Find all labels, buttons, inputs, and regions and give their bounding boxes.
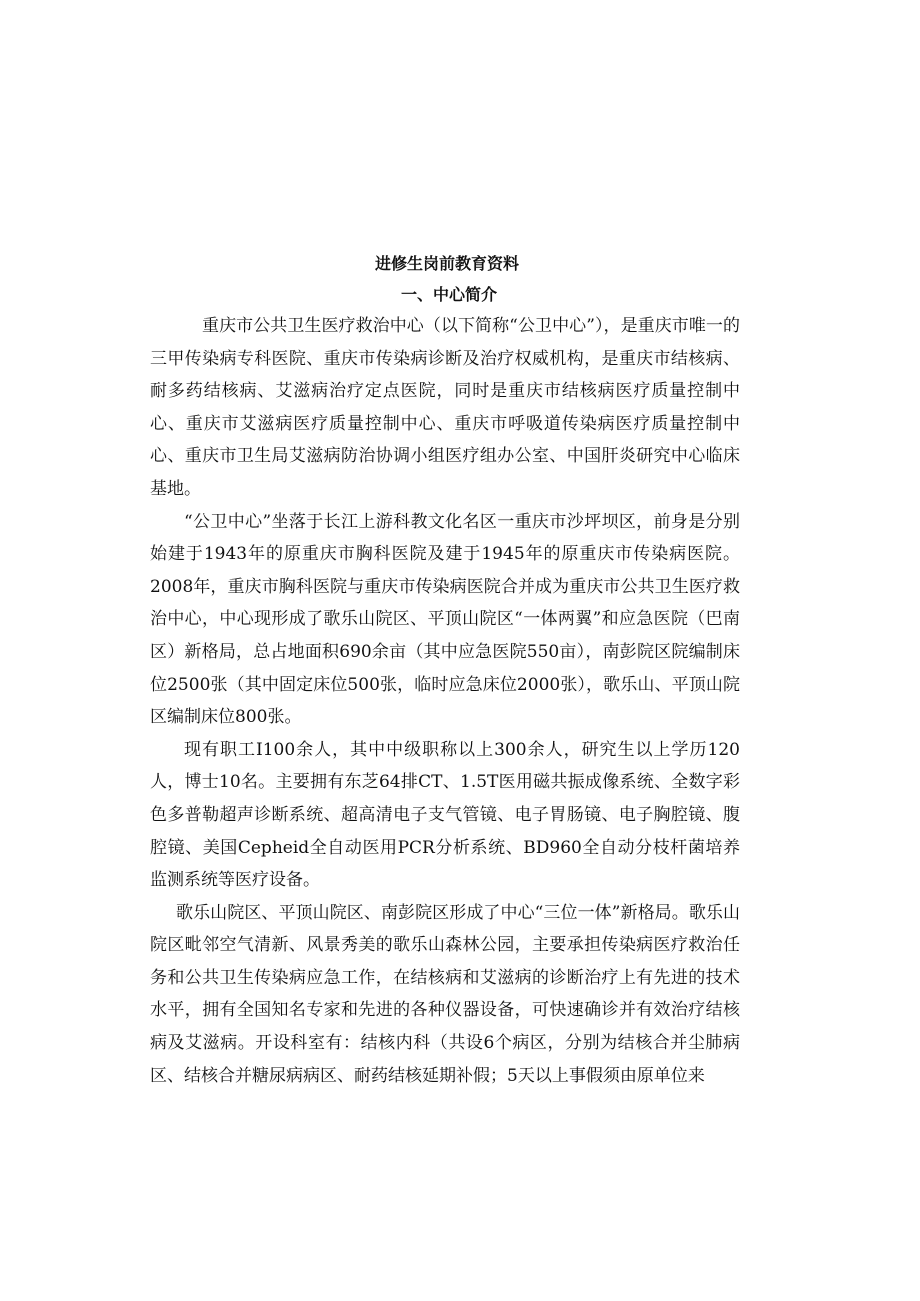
paragraph-staff-equipment: 现有职工I100余人，其中中级职称以上300余人，研究生以上学历120人，博士10名。主要拥有东芝64排CT、1.5T医用磁共振成像系统、全数字彩色多普勒超声诊断系统、超高清电子支气管镜、电子胃肠镜、电子胸腔镜、腹腔镜、美国Cepheid全自动医用PCR分析系统、BD960全自动分枝杆菌培养监测系统等医疗设备。 bbox=[150, 739, 740, 891]
document-body bbox=[150, 248, 740, 1092]
paragraph-intro: 重庆市公共卫生医疗救治中心（以下简称“公卫中心”），是重庆市唯一的三甲传染病专科医院、重庆市传染病诊断及治疗权威机构，是重庆市结核病、耐多药结核病、艾滋病治疗定点医院，同时是重庆市结核病医疗质量控制中心、重庆市艾滋病医疗质量控制中心、重庆市呼吸道传染病医疗质量控制中心、重庆市卫生局艾滋病防治协调小组医疗组办公室、中国肝炎研究中心临床基地。 bbox=[150, 316, 740, 499]
paragraph-campuses: 歌乐山院区、平顶山院区、南彭院区形成了中心“三位一体”新格局。歌乐山院区毗邻空气清新、风景秀美的歌乐山森林公园，主要承担传染病医疗救治任务和公共卫生传染病应急工作，在结核病和艾滋病的诊断治疗上有先进的技术水平，拥有全国知名专家和先进的各种仪器设备，可快速确诊并有效治疗结核病及艾滋病。开设科室有：结核内科（共设6个病区，分别为结核合并尘肺病区、结核合并糖尿病病区、耐药结核延期补假；5天以上事假须由原单位来 bbox=[150, 902, 740, 1086]
paragraph-history: “公卫中心”坐落于长江上游科教文化名区一重庆市沙坪坝区，前身是分别始建于1943年的原重庆市胸科医院及建于1945年的原重庆市传染病医院。2008年，重庆市胸科医院与重庆市传染病医院合并成为重庆市公共卫生医疗救治中心，中心现形成了歌乐山院区、平顶山院区“一体两翼”和应急医院（巴南区）新格局，总占地面积690余亩（其中应急医院550亩），南彭院区院编制床位2500张（其中固定床位500张，临时应急床位2000张），歌乐山、平顶山院区编制床位800张。 bbox=[150, 511, 740, 728]
section-title: 一、中心简介 bbox=[400, 285, 497, 304]
document-title: 进修生岗前教育资料 bbox=[374, 254, 519, 273]
